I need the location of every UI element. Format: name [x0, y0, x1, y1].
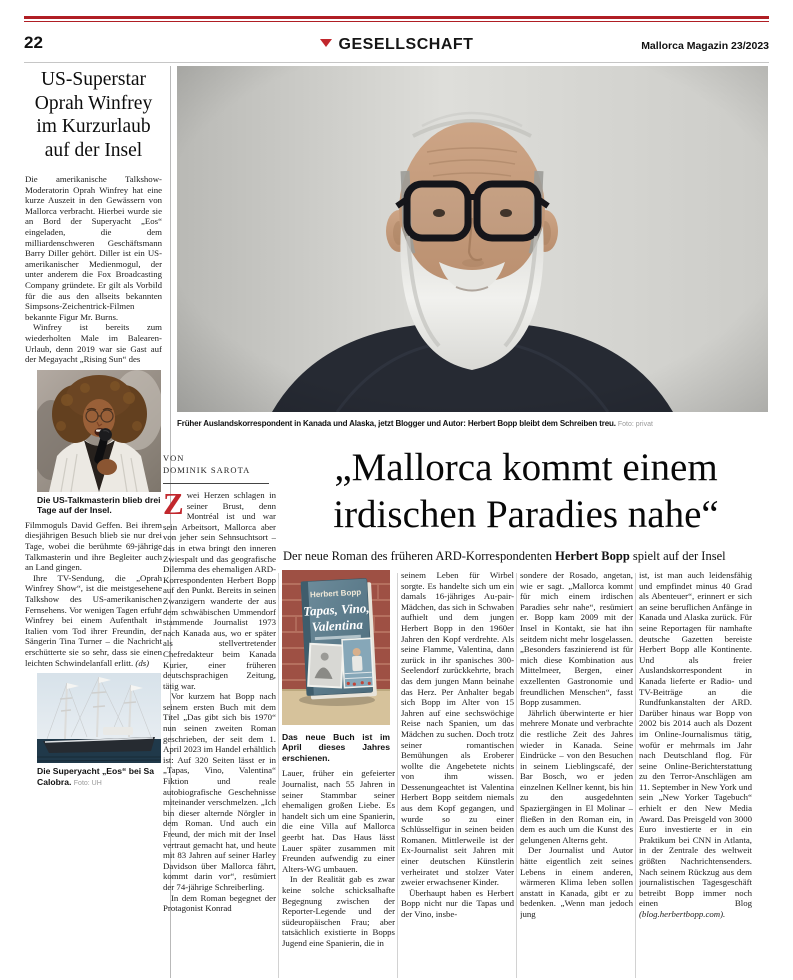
subhead-author-name: Herbert Bopp	[555, 549, 630, 563]
body-paragraph: In der Realität gab es zwar keine solche schicksalhafte Begegnung zwischen der Reporter-Legende und der südeuropäischen Frau; aber tatsächlich existierte in Bopps Jugend eine Spanierin, die in	[282, 874, 395, 948]
portrait-caption: Früher Auslandskorrespondent in Kanada und Alaska, jetzt Blogger und Autor: Herbert Bopp bleibt dem Schreiben treu. Foto: privat	[177, 419, 653, 428]
body-paragraph: Der Journalist und Autor hätte eigentlich zeit seines Lebens in einem anderen, wärmeren Klima leben sollen anstatt in Kanada, gibt er zu bedenken. „Wenn man jedoch jung	[520, 845, 633, 919]
body-column-5	[639, 570, 752, 980]
drop-cap: Z	[163, 490, 184, 521]
left-article-paragraph: Ihre TV-Sendung, die „Oprah Winfrey Show“, ist die meistgesehene Talkshow des US-amerikanischen Fernsehens. Vor wenigen Tagen erfuhr Winfrey bei einem Aufenthalt in Italien vom Tod ihrer Freundin, der Sängerin Tina Turner – die Nachricht erschütterte sie so sehr, dass sie einen leichten Schwindelanfall erlitt. (ds)	[25, 572, 162, 668]
portrait-photo-credit: Foto: privat	[617, 421, 653, 428]
yacht-photo-figure	[25, 673, 162, 789]
body-paragraph: Jährlich überwinterte er hier mehrere Monate und verbrachte die restliche Zeit des Jahres wieder in Kanada. Seine Eindrücke – von den Besuchen in seinem Lieblingscafé, der Bar Bosch, wo er jeden einzelnen Kellner kennt, bis hin zu den ausgedehnten Spaziergängen in El Molinar – fließen in den Roman ein, in dem es auch um die Kunst des gelungenen Alterns geht.	[520, 707, 633, 845]
oprah-photo	[37, 370, 161, 492]
book-photo-figure	[282, 570, 395, 763]
book-author-text: Herbert Bopp	[309, 587, 362, 600]
masthead-rule-thick	[24, 16, 769, 19]
header-hairline	[24, 62, 769, 63]
body-paragraph: seinem Leben für Wirbel sorgte. Es handelte sich um ein damals 16-jähriges Au-pair-Mädchen, das sich in Schwaben aufhielt und dem jungen Herbert Bopp in den 1960er Jahren den Kopf verdrehte. Als seine Flamme, Valentina, dann zurück in ihr spanisches 300-Seelendorf zurückkehrte, brach das dem jungen Mann beinahe das Herz. Per Anhalter begab sich Bopp im Alter von 15 Jahren auf eine sechswöchige Reise nach Spanien, um das Mädchen zu suchen. Doch trotz seiner romantischen Bemühungen als Eroberer wollte die Angebetete nichts von ihm wissen. Dessenungeachtet ist Valentina Herbert Bopp seitdem niemals aus dem Kopf gegangen, und wurde so zu einer Schlüsselfigur in seinen beiden Romanen. Mittlerweile ist der Ex-Journalist seit Jahren mit einer deutschen Künstlerin verheiratet und stolzer Vater zweier erwachsener Kinder.	[401, 570, 514, 888]
body-paragraph: Lauer, früher ein gefeierter Journalist, nach 55 Jahren in seiner Stammbar seiner ehemaligen großen Liebe. Es handelt sich um eine Spanierin, die eine Villa auf Mallorca geerbt hat. Das Haus lässt Lauer später zusammen mit Freunden aufwendig zu einer Alters-WG umbauen.	[282, 768, 395, 874]
column-rule	[635, 573, 636, 978]
book-photo-caption: Das neue Buch ist im April dieses Jahres erschienen.	[282, 731, 390, 763]
yacht-photo-credit: Foto: UH	[73, 779, 102, 787]
left-article-body	[25, 174, 162, 365]
left-article-paragraph: Die amerikanische Talkshow-Moderatorin Oprah Winfrey hat eine kurze Auszeit in den Gewässern von Mallorca verbracht. Hierbei wurde sie an Bord der Superyacht „Eos“ eingeladen, die dem milliardenschweren Geschäftsmann Barry Diller gehört. Diller ist ein US-amerikanischer Medienmogul, der unter anderem die Fox Broadcasting Company gründete. Er gilt als Vorbild für die aus den allseits bekannten Simpsons-Zeichentrick-Filmen bekannte Figur Mr. Burns.	[25, 174, 162, 322]
page-number: 22	[24, 33, 43, 52]
section-triangle-icon	[320, 39, 332, 47]
body-paragraph: Zwei Herzen schlagen in seiner Brust, denn Montréal ist und war sein Arbeitsort, Mallorca aber von jeher sein Sehnsuchtsort – das in etwa bringt den inneren Zwiespalt und das geografische Dilemma des ehemaligen ARD-Korrespondenten Herbert Bopp auf den Punkt. Bereits in seinen Zwanzigern wanderte der aus dem schwäbischen Ummendorf stammende Journalist 1973 nach Kanada aus, wo er später als stellvertretender Chefredakteur beim Kanada Kurier, einer früheren deutschsprachigen Zeitung, tätig war.	[163, 490, 276, 691]
oprah-photo-caption: Die US-Talkmasterin blieb drei Tage auf der Insel.	[37, 494, 161, 516]
body-column-2	[282, 570, 395, 980]
byline-name: DOMINIK SAROTA	[163, 465, 251, 475]
body-column-1	[163, 490, 276, 980]
column-rule	[278, 573, 279, 978]
headline-line1: „Mallorca kommt einem	[334, 446, 718, 489]
left-article-paragraph: Winfrey ist bereits zum wiederholten Male im Balearen-Urlaub, denn 2019 war sie Gast auf der Megayacht „Rising Sun“ des	[25, 322, 162, 365]
left-article-body-2	[25, 520, 162, 668]
body-paragraph: ist, ist man auch leidensfähig und empfindet minus 40 Grad als Abenteuer“, erinnert er sich an seine beruflichen Anfänge in Kanada und Alaska zurück. Für seine Reportagen für namhafte deutsche Gazetten bereiste Herbert Bopp alle Kontinente. Und als freier Auslandskorrespondent in Kanada lieferte er Radio- und TV-Beiträge an die Rundfunkanstalten der ARD. Darüber hinaus war Bopp von 2002 bis 2014 auch als Dozent im Online-Journalismus tätig, wofür er mehrmals im Jahr nach Deutschland flog. Für seine Online-Berichterstattung zu den Terror-Anschlägen am 11. September in New York und sein „New Yorker Tagebuch“ erhielt er den New Media Award. Das Preisgeld von 3000 Euro investierte er in ein Praktikum bei CNN in Atlanta, in der Zentrale des weltweit größten Nachrichtensenders. Nach seinem Rückzug aus dem journalistischen Tagesgeschäft betreibt Bopp immer noch einen Blog (blog.herbertbopp.com).	[639, 570, 752, 919]
blog-url: (blog.herbertbopp.com).	[639, 909, 726, 919]
body-column-4	[520, 570, 633, 980]
section-title: GESELLSCHAFT	[338, 36, 474, 53]
headline	[283, 444, 769, 538]
author-initials: (ds)	[135, 657, 150, 668]
issue-label: Mallorca Magazin 23/2023	[641, 40, 769, 52]
left-article-paragraph: Filmmoguls David Geffen. Bei ihrem diesjährigen Besuch blieb sie nur drei Tage, wobei die berühmte 69-jährige Talkmasterin und ihre Begleiter auch an Land gingen.	[25, 519, 162, 573]
byline	[163, 452, 269, 484]
yacht-photo	[37, 673, 161, 763]
portrait-photo	[177, 66, 768, 412]
column-rule	[397, 573, 398, 978]
left-article-title: US-Superstar Oprah Winfrey im Kurzurlaub auf der Insel	[34, 69, 153, 161]
left-article	[25, 68, 162, 793]
headline-line2: irdischen Paradies nahe“	[333, 493, 719, 536]
column-rule	[516, 573, 517, 978]
body-paragraph: In dem Roman begegnet der Protagonist Konrad	[163, 892, 276, 914]
body-column-3	[401, 570, 514, 980]
book-title-line2: Valentina	[311, 616, 364, 635]
body-paragraph: Vor kurzem hat Bopp nach seinem ersten Buch mit dem Titel „Das gibt sich bis 1970“ nun seinen zweiten Roman geschrieben, der seit dem 1. April 2023 im Handel erhältlich ist: Auf 320 Seiten lässt er in „Tapas, Vino, Valentina“ Fiktion und reale autobiografische Geschehnisse miteinander verschmelzen. „Ich bin dieser alternde Nörgler in dem Roman. Und auch ein Freund, der mich mit der Insel vertraut gemacht hat, und heute mit 83 Jahren auf seiner Harley Davidson über Mallorca fährt, kommt darin vor“, resümiert der 74-jährige Schreiberling.	[163, 691, 276, 892]
body-paragraph: sondere der Rosado, angetan, wie er sagt. „Mallorca kommt für mich einem irdischen Paradies sehr nahe“, resümiert er. Bopp kam 2009 mit der Insel in Kontakt, sie hat ihn seitdem nicht mehr losgelassen. „Besonders faszinierend ist für mich diese Kombination aus Mittelmeer, Bergen, einer exzellenten Gastronomie und freundlichen Menschen“, fasst Bopp zusammen.	[520, 570, 633, 708]
oprah-photo-figure	[25, 370, 162, 516]
subhead: Der neue Roman des früheren ARD-Korrespondenten Herbert Bopp spielt auf der Insel	[283, 549, 726, 563]
book-title-line1: Tapas, Vino,	[302, 600, 370, 619]
yacht-photo-caption: Die Superyacht „Eos“ bei Sa Calobra. Foto: UH	[37, 766, 155, 787]
book-photo	[282, 570, 390, 725]
masthead-rule-thin	[24, 21, 769, 22]
byline-label: VON	[163, 453, 185, 463]
body-paragraph: Überhaupt haben es Herbert Bopp nicht nur die Tapas und der Vino, insbe-	[401, 887, 514, 919]
